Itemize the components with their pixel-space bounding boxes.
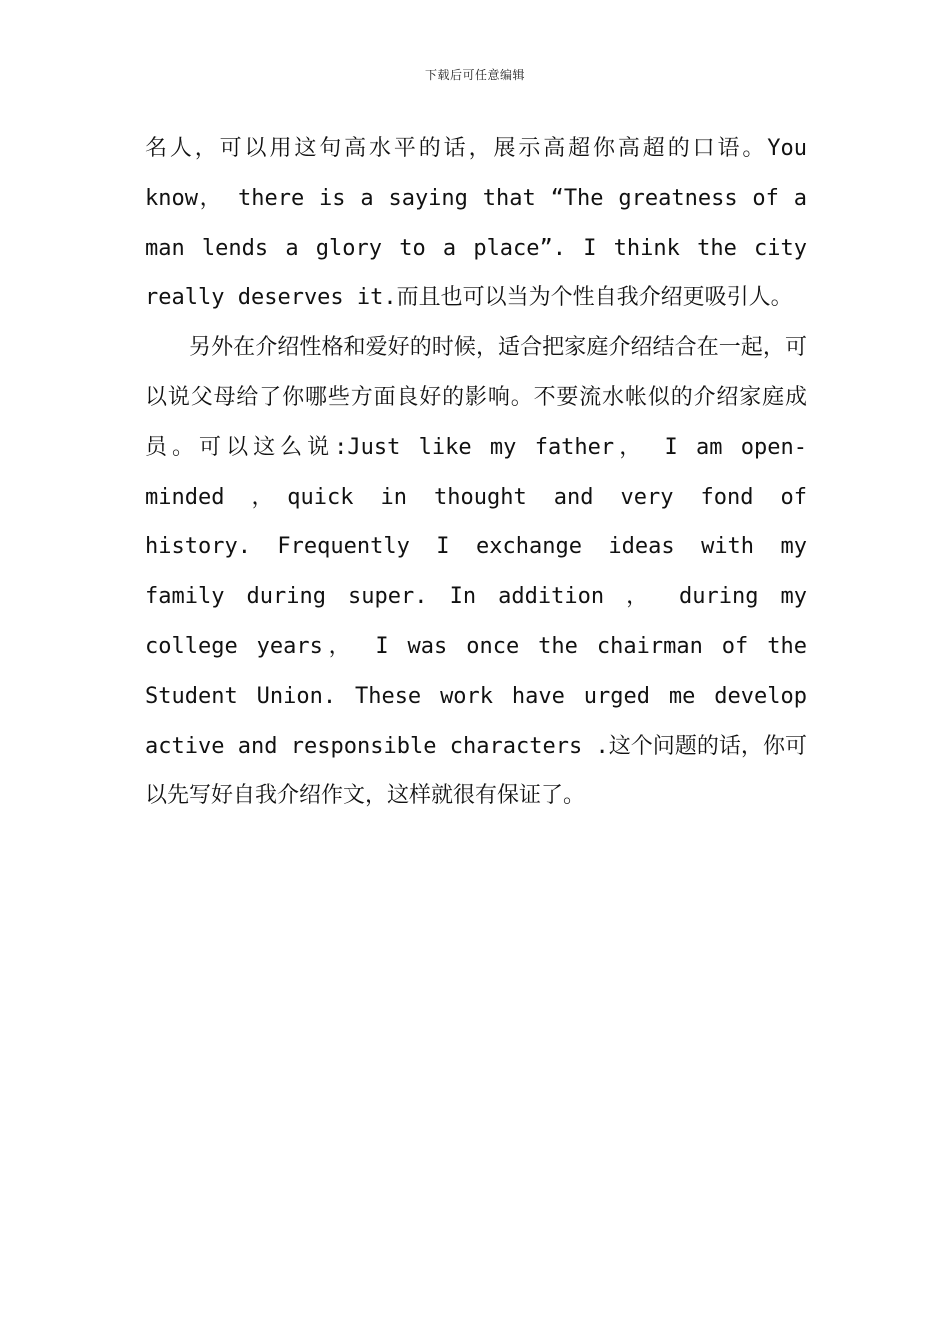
page-header: 下载后可任意编辑 (424, 68, 525, 82)
document-body (145, 124, 807, 821)
paragraph-2: 另外在介绍性格和爱好的时候，适合把家庭介绍结合在一起，可以说父母给了你哪些方面良好的影响。不要流水帐似的介绍家庭成员。可以这么说:Just like my father， I am open-minded ，quick in thought and very fond of history. Frequently I exchange ideas with my family during super. In addition ， during my college years， I was once the chairman of the Student Union. These work have urged me develop active and responsible characters .这个问题的话，你可以先写好自我介绍作文，这样就很有保证了。 (145, 335, 807, 809)
paragraph-1: 名人，可以用这句高水平的话，展示高超你高超的口语。You know， there is a saying that “The greatness of a man lends a glory to a place”. I think the city really deserves it.而且也可以当为个性自我介绍更吸引人。 (145, 136, 807, 311)
